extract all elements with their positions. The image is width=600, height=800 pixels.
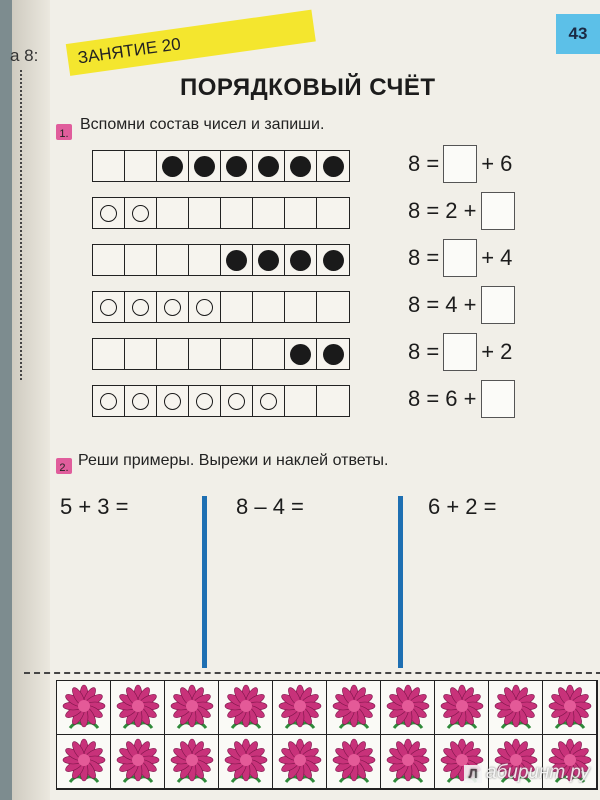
flower-icon bbox=[223, 684, 269, 732]
filled-circle-icon bbox=[194, 156, 215, 177]
grid-cell bbox=[285, 245, 317, 275]
empty-circle-icon bbox=[132, 205, 149, 222]
flower-cell[interactable] bbox=[273, 681, 327, 735]
grid-cell bbox=[285, 339, 317, 369]
previous-page-scribble bbox=[10, 70, 22, 380]
grid-cell bbox=[125, 386, 157, 416]
grid-cell bbox=[125, 198, 157, 228]
grid-cell bbox=[253, 245, 285, 275]
answer-divider-2 bbox=[398, 496, 403, 668]
flower-cell[interactable] bbox=[381, 735, 435, 789]
flower-cell[interactable] bbox=[435, 681, 489, 735]
grid-cell bbox=[285, 292, 317, 322]
equation-left: 8 = bbox=[408, 245, 440, 270]
flower-icon bbox=[331, 684, 377, 732]
task-2-number: 2. bbox=[56, 458, 72, 474]
flower-cell[interactable] bbox=[57, 735, 111, 789]
equation-row bbox=[408, 285, 515, 325]
filled-circle-icon bbox=[323, 250, 344, 271]
answer-box[interactable] bbox=[481, 286, 515, 324]
dot-grid-row bbox=[92, 385, 350, 417]
empty-circle-icon bbox=[100, 393, 117, 410]
flower-cell[interactable] bbox=[489, 681, 543, 735]
grid-cell bbox=[125, 245, 157, 275]
empty-circle-icon bbox=[196, 393, 213, 410]
flower-icon bbox=[439, 684, 485, 732]
grid-cell bbox=[189, 386, 221, 416]
grid-cell bbox=[93, 245, 125, 275]
grid-cell bbox=[221, 386, 253, 416]
flower-cell[interactable] bbox=[543, 681, 597, 735]
grid-cell bbox=[93, 292, 125, 322]
flower-icon bbox=[493, 684, 539, 732]
equation-left: 8 = 6 + bbox=[408, 386, 477, 411]
empty-circle-icon bbox=[164, 299, 181, 316]
flower-icon bbox=[61, 684, 107, 732]
flower-icon bbox=[169, 684, 215, 732]
flower-cell[interactable] bbox=[327, 681, 381, 735]
grid-cell bbox=[253, 151, 285, 181]
equation-right: + 4 bbox=[481, 245, 513, 270]
empty-circle-icon bbox=[100, 205, 117, 222]
grid-cell bbox=[125, 339, 157, 369]
watermark bbox=[464, 762, 590, 784]
filled-circle-icon bbox=[323, 156, 344, 177]
flower-icon bbox=[169, 738, 215, 786]
equation-row bbox=[408, 238, 512, 278]
equation-right: + 2 bbox=[481, 339, 513, 364]
grid-cell bbox=[253, 339, 285, 369]
filled-circle-icon bbox=[290, 344, 311, 365]
filled-circle-icon bbox=[290, 250, 311, 271]
filled-circle-icon bbox=[290, 156, 311, 177]
grid-cell bbox=[157, 245, 189, 275]
dot-grid-row bbox=[92, 291, 350, 323]
task-1-number: 1. bbox=[56, 124, 72, 140]
filled-circle-icon bbox=[226, 250, 247, 271]
dot-grid-row bbox=[92, 197, 350, 229]
grid-cell bbox=[93, 151, 125, 181]
equation-row bbox=[408, 144, 512, 184]
previous-page-fragment: а 8: bbox=[10, 46, 39, 65]
empty-circle-icon bbox=[164, 393, 181, 410]
equation-left: 8 = 4 + bbox=[408, 292, 477, 317]
grid-cell bbox=[221, 339, 253, 369]
lesson-label: ЗАНЯТИЕ 20 bbox=[76, 34, 182, 68]
watermark-logo: Л bbox=[464, 765, 482, 783]
equation-right: + 6 bbox=[481, 151, 513, 176]
grid-cell bbox=[285, 151, 317, 181]
cut-line bbox=[24, 672, 600, 674]
answer-box[interactable] bbox=[443, 145, 477, 183]
equation-row bbox=[408, 332, 512, 372]
grid-cell bbox=[317, 339, 349, 369]
grid-cell bbox=[253, 198, 285, 228]
equation-left: 8 = 2 + bbox=[408, 198, 477, 223]
task-2-instruction: Реши примеры. Вырежи и наклей ответы. bbox=[78, 452, 389, 469]
task-1-instruction: Вспомни состав чисел и запиши. bbox=[80, 116, 325, 133]
equation-left: 8 = bbox=[408, 339, 440, 364]
grid-cell bbox=[125, 151, 157, 181]
dot-grid-row bbox=[92, 338, 350, 370]
flower-cell[interactable] bbox=[111, 681, 165, 735]
lesson-tag bbox=[66, 10, 316, 76]
flower-icon bbox=[115, 684, 161, 732]
page-title: ПОРЯДКОВЫЙ СЧЁТ bbox=[180, 74, 436, 101]
empty-circle-icon bbox=[196, 299, 213, 316]
filled-circle-icon bbox=[323, 344, 344, 365]
flower-cell[interactable] bbox=[219, 735, 273, 789]
flower-cell[interactable] bbox=[273, 735, 327, 789]
flower-icon bbox=[277, 738, 323, 786]
grid-cell bbox=[253, 386, 285, 416]
example-3: 6 + 2 = bbox=[428, 494, 497, 519]
flower-cell[interactable] bbox=[381, 681, 435, 735]
flower-icon bbox=[385, 738, 431, 786]
equation-row bbox=[408, 379, 515, 419]
equation-left: 8 = bbox=[408, 151, 440, 176]
grid-cell bbox=[157, 292, 189, 322]
flower-icon bbox=[115, 738, 161, 786]
filled-circle-icon bbox=[226, 156, 247, 177]
grid-cell bbox=[189, 245, 221, 275]
watermark-text: абиринт.ру bbox=[486, 762, 590, 783]
flower-icon bbox=[223, 738, 269, 786]
grid-cell bbox=[157, 151, 189, 181]
grid-cell bbox=[317, 386, 349, 416]
workbook-page bbox=[12, 0, 600, 800]
page-number: 43 bbox=[556, 14, 600, 54]
answer-box[interactable] bbox=[481, 380, 515, 418]
grid-cell bbox=[125, 292, 157, 322]
grid-cell bbox=[93, 339, 125, 369]
flower-cell[interactable] bbox=[165, 735, 219, 789]
filled-circle-icon bbox=[258, 250, 279, 271]
empty-circle-icon bbox=[132, 299, 149, 316]
dot-grid-row bbox=[92, 150, 350, 182]
grid-cell bbox=[221, 151, 253, 181]
grid-cell bbox=[221, 198, 253, 228]
empty-circle-icon bbox=[228, 393, 245, 410]
grid-cell bbox=[157, 198, 189, 228]
filled-circle-icon bbox=[162, 156, 183, 177]
flower-icon bbox=[547, 684, 593, 732]
grid-cell bbox=[189, 339, 221, 369]
grid-cell bbox=[221, 245, 253, 275]
example-2: 8 – 4 = bbox=[236, 494, 304, 519]
flower-cell[interactable] bbox=[327, 735, 381, 789]
grid-cell bbox=[189, 198, 221, 228]
empty-circle-icon bbox=[100, 299, 117, 316]
dot-grid-row bbox=[92, 244, 350, 276]
flower-cell[interactable] bbox=[219, 681, 273, 735]
filled-circle-icon bbox=[258, 156, 279, 177]
grid-cell bbox=[189, 292, 221, 322]
grid-cell bbox=[93, 198, 125, 228]
empty-circle-icon bbox=[260, 393, 277, 410]
grid-cell bbox=[157, 339, 189, 369]
grid-cell bbox=[157, 386, 189, 416]
flower-cell[interactable] bbox=[111, 735, 165, 789]
grid-cell bbox=[317, 198, 349, 228]
flower-icon bbox=[331, 738, 377, 786]
flower-icon bbox=[385, 684, 431, 732]
grid-cell bbox=[285, 386, 317, 416]
grid-cell bbox=[221, 292, 253, 322]
grid-cell bbox=[317, 151, 349, 181]
grid-cell bbox=[317, 245, 349, 275]
answer-box[interactable] bbox=[481, 192, 515, 230]
grid-cell bbox=[189, 151, 221, 181]
example-1: 5 + 3 = bbox=[60, 494, 129, 519]
grid-cell bbox=[317, 292, 349, 322]
empty-circle-icon bbox=[132, 393, 149, 410]
grid-cell bbox=[285, 198, 317, 228]
flower-icon bbox=[277, 684, 323, 732]
equation-row bbox=[408, 191, 515, 231]
answer-box[interactable] bbox=[443, 239, 477, 277]
answer-box[interactable] bbox=[443, 333, 477, 371]
flower-icon bbox=[61, 738, 107, 786]
flower-cell[interactable] bbox=[57, 681, 111, 735]
answer-divider-1 bbox=[202, 496, 207, 668]
grid-cell bbox=[93, 386, 125, 416]
flower-cell[interactable] bbox=[165, 681, 219, 735]
grid-cell bbox=[253, 292, 285, 322]
